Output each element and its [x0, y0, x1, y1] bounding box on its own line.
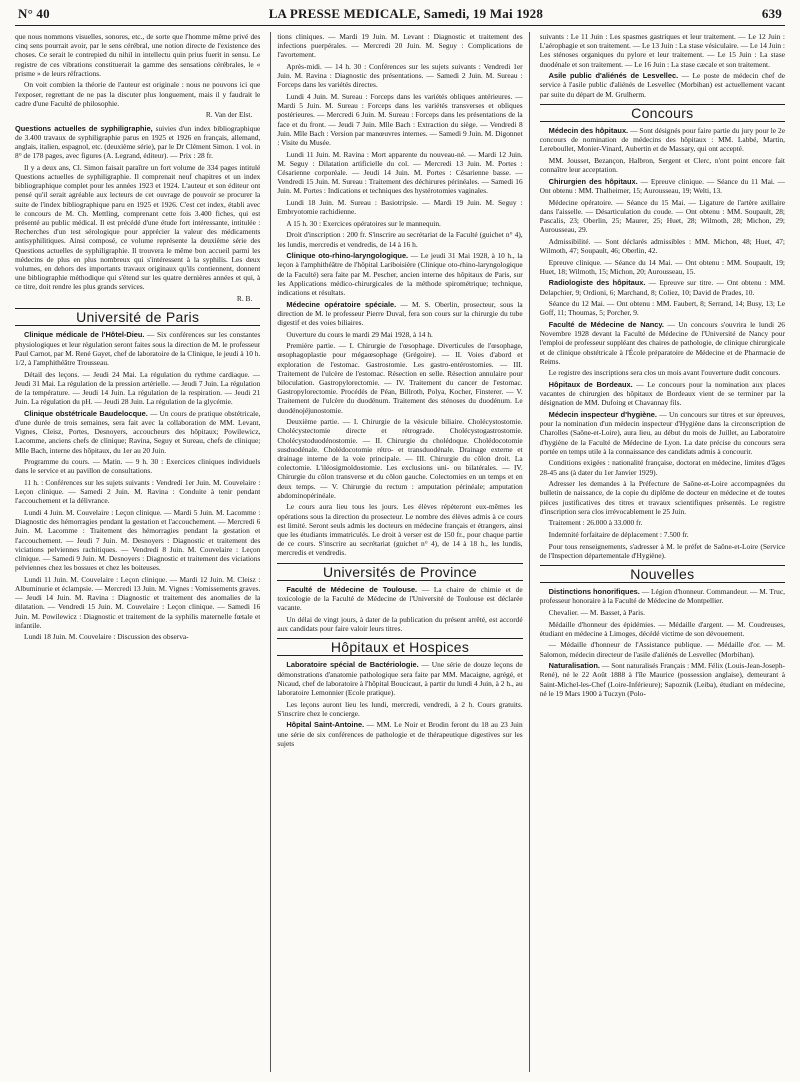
notice-text: Médecine opératoire. — Séance du 15 Mai. — Ligature de l'artère axillaire dans l'aisselle. — Désarticulation du coude. — Ont obtenu : MM. Soupault, 28; Pascalis, 23; Oberlin, 25; Maurer, 25; Huet, 28; Wilmoth, 28; Michon, 29; Aurousseau, 29.	[539, 197, 785, 235]
notice-text: — Epreuve clinique. — Séance du 11 Mai. — Ont obtenu : MM. Thalheimer, 15; Aurousseau, 19; Welti, 13.	[539, 176, 785, 196]
notice-text: Adresser les demandes à la Préfecture de Saône-et-Loire accompagnées du bulletin de naissance, de la copie du diplôme de docteur en médecine et de toutes pièces justificatives des titres et travaux scientifiques présentés. Le registre d'inscription sera clos irrévocablement le 25 Juin.	[539, 479, 785, 516]
notice-text: — La chaire de chimie et de toxicologie de la Faculté de Médecine de l'Université de Toulouse est déclarée vacante.	[277, 584, 523, 613]
section-title-nouvelles: Nouvelles	[540, 565, 785, 583]
notice-text: Après-midi. — 14 h. 30 : Conférences sur les sujets suivants : Vendredi 1er Juin. M. Ravina : Diagnostic des présentations. — Samedi 2 Juin. M. Sureau : Forceps dans les variétés directes.	[277, 62, 523, 90]
notice-title: Médecin des hôpitaux.	[548, 126, 629, 136]
notice-text: Première partie. — I. Chirurgie de l'œsophage. Diverticules de l'œsophage, œsophagoplastie pour mégaœsophage (Grégoire). — II. Voies d'abord et exploration de l'estomac. Gastrostomie. Les gastro-entérostomies. — III. Traitement de l'ulcère de l'estomac. Résection en selle. Résection annulaire pour biloculation. Gastropylorectomie. — IV. Traitement du cancer de l'estomac. Gastropylorectomie. Procédés de Péan, Billroth, Polya, Kocher, Finsterer. — V. Traitement de l'ulcère du duodénum. Traitement des sténoses du duodénum. Le duodénojéjunostomie.	[277, 341, 523, 415]
notice-text: Lundi 11 Juin. M. Couvelaire : Leçon clinique. — Mardi 12 Juin. M. Cleisz : Albuminurie et éclampsie. — Mercredi 13 Juin. M. Vignes : Vomissements graves. — Jeudi 14 Juin. M. Ravina : Diagnostic et traitement des anomalies de la dilatation. — Vendredi 15 Juin. M. Couvelaire : Leçon clinique. — Samedi 16 Juin. M. Powilewicz : Diagnostic et traitement de la syphilis maternelle fœtale et infantile.	[15, 574, 261, 630]
notice-text: — Un cours de pratique obstétricale, d'une durée de trois semaines, sera fait avec la collaboration de MM. Levant, Vignes, Cleisz, Portes, Desnoyers, accoucheurs des hôpitaux; Powilewicz, Lacomme, anciens chefs de clinique; Ravina, Seguy et Sureau, chefs de clinique; Mlle Bach, interne des hôpitaux, du 1er au 20 Juin.	[15, 408, 261, 455]
notice-text: — Un concours sur titres et sur épreuves, pour la nomination d'un médecin inspecteur d'Hygiène dans la circonscription de Charolles (Saône-et-Loire), aura lieu, au début du mois de Juillet, au Laboratoire d'hygiène de la Faculté de Médecine de Lyon. La date précise du concours sera portée en temps utile à la connaissance des candidats admis à concourir.	[539, 410, 785, 456]
notice-text: Programme du cours. — Matin. — 9 h. 30 : Exercices cliniques individuels dans le service et au pavillon de consultations.	[15, 457, 261, 476]
notice-title: Clinique médicale de l'Hôtel-Dieu.	[24, 330, 145, 340]
notice-text: — Légion d'honneur. Commandeur. — M. Truc, professeur honoraire à la Faculté de Médecine de Montpellier.	[539, 587, 785, 606]
notice-text: Séance du 12 Mai. — Ont obtenu : MM. Faubert, 8; Serrand, 14; Busy, 13; Le Goff, 11; Thoumas, 5; Porcher, 9.	[539, 299, 785, 318]
notice-text: Indemnité forfaitaire de déplacement : 7.500 fr.	[548, 530, 689, 539]
notice-text: — Médaille d'honneur de l'Assistance publique. — Médaille d'or. — M. Salomon, médecin directeur de l'asile d'aliénés de Lesvellec (Morbihan).	[539, 640, 785, 659]
notice-title: Distinctions honorifiques.	[548, 587, 640, 597]
notice-text: Admissibilité. — Sont déclarés admissibles : MM. Michon, 48; Huet, 47; Wilmoth, 47; Soupault, 46; Oberlin, 42.	[539, 236, 785, 256]
issue-number: N° 40	[18, 6, 50, 21]
notice-title: Clinique obstétricale Baudelocque.	[24, 408, 148, 418]
notice-title: Faculté de Médecine de Nancy.	[548, 320, 664, 329]
notice-title: Faculté de Médecine de Toulouse.	[286, 584, 418, 594]
review-subtitle: suivies d'un index bibliographique de 3.400 travaux de syphiligraphie parus en 1925 et 1926 en français, allemand, anglais, italien, espagnol, etc. (deuxième série), par le Dr Clément Simon. 1 vol. in 8° de 178 pages, avec figures (A. Legrand, éditeur). — Prix : 28 fr.	[15, 123, 261, 161]
column-left	[15, 32, 260, 1072]
notice-title: Laboratoire spécial de Bactériologie.	[286, 660, 419, 670]
notice-text: Médaille d'honneur des épidémies. — Médaille d'argent. — M. Coudreuses, étudiant en médecine à Limoges, décédé victime de son dévouement.	[539, 619, 785, 638]
section-title-universites-province: Universités de Province	[277, 563, 522, 581]
review-signature: R. Van der Elst.	[205, 110, 253, 120]
notice-text: Lundi 11 Juin. M. Ravina : Mort apparente du nouveau-né. — Mardi 12 Juin. M. Seguy : Dilatation artificielle du col. — Mercredi 13 Juin. M. Portes : Césarienne corporéale. — Jeudi 14 Juin. M. Portes : Césarienne basse. — Vendredi 15 Juin. M. Sureau : Traitement des déchirures périnéales. — Samedi 16 Juin. M. Portes : Indications et techniques des hystérotomies vaginales.	[277, 149, 523, 196]
notice-text: — Une série de douze leçons de démonstrations d'anatomie pathologique sera faite par MM. Macaigne, agrégé, et Nicaud, chef de laboratoire à l'hôpital Boucicaut, à partir du lundi 4 Juin, à 2 h., au laboratoire Lemonnier (Ecole pratique).	[277, 660, 523, 698]
notice-text: — Epreuve sur titre. — Ont obtenu : MM. Delapchier, 9; Ordioni, 6; Marchand, 8; Coliez, 10; David de Prades, 10.	[539, 278, 785, 297]
section-title-hopitaux: Hôpitaux et Hospices	[277, 638, 522, 656]
notice-text: — Le concours pour la nomination aux places vacantes de chirurgien des hôpitaux de Bordeaux vient de se terminer par la désignation de MM. Dufoing et Chavannay fils.	[539, 380, 785, 408]
section-title-universite-paris: Université de Paris	[15, 308, 260, 326]
notice-text: — Le jeudi 31 Mai 1928, à 10 h., la leçon à l'amphithéâtre de l'hôpital Lariboisière (Clinique oto-rhino-laryngologique de la Faculté) sera faite par M. Pescher, ancien interne des hôpitaux de Paris, sur les Applications médico-chirurgicales de la méthode spirométrique; technique, indications et résultats.	[277, 251, 523, 298]
notice-title: Naturalisation.	[548, 661, 600, 671]
notice-text: Lundi 4 Juin. M. Couvelaire : Leçon clinique. — Mardi 5 Juin. M. Lacomme : Diagnostic des hémorragies pendant la gestation et l'accouchement. — Mercredi 6 Juin. M. Lacomme : Traitement des hémorragies pendant la gestation et l'accouchement. — Jeudi 7 Juin. M. Desnoyers : Diagnostic et traitement des viciations pelviennes rachitiques. — Vendredi 8 Juin. M. Couvelaire : Leçon clinique. — Samedi 9 Juin. M. Desnoyers : Diagnostic et traitement des viciations pelviennes chez les bossues et chez les boiteuses.	[15, 508, 261, 573]
notice-text: Le registre des inscriptions sera clos un mois avant l'ouverture dudit concours.	[548, 368, 781, 378]
notice-text: Ouverture du cours le mardi 29 Mai 1928, à 14 h.	[286, 329, 433, 339]
notice-text: — Un concours s'ouvrira le lundi 26 Novembre 1928 devant la Faculté de Médecine de l'Université de Nancy pour l'emploi de professeur suppléant des chaires de pathologie, de clinique chirurgicale et de clinique obstétricale à l'École préparatoire de Médecine et de Pharmacie de Reims.	[539, 320, 785, 366]
section-title-concours: Concours	[540, 104, 785, 122]
review-text: On voit combien la théorie de l'auteur est originale : nous ne pouvons ici que l'exposer, regrettant de ne pas la discuter plus longuement, mais il y faudrait le cadre d'une Faculté de philosophie.	[15, 80, 261, 108]
notice-text: — Le poste de médecin chef de service à l'asile public d'aliénés de Lesvellec (Morbihan) est actuellement vacant par suite du départ de M. Grulherm.	[539, 71, 785, 99]
notice-title: Chirurgien des hôpitaux.	[548, 176, 638, 186]
notice-text: Droit d'inscription : 200 fr. S'inscrire au secrétariat de la Faculté (guichet n° 4), les lundis, mercredis et vendredis, de 14 à 16 h.	[277, 230, 523, 249]
notice-title: Hôpital Saint-Antoine.	[286, 720, 365, 730]
notice-text: tions cliniques. — Mardi 19 Juin. M. Levant : Diagnostic et traitement des infections puerpérales. — Mercredi 20 Juin. M. Seguy : Complications de l'avortement.	[277, 32, 523, 60]
masthead	[15, 6, 785, 22]
notice-text: Un délai de vingt jours, à dater de la publication du présent arrêté, est accordé aux candidats pour faire valoir leurs titres.	[277, 614, 523, 634]
journal-title: LA PRESSE MEDICALE, Samedi, 19 Mai 1928	[268, 6, 544, 21]
column-right	[540, 32, 785, 1072]
notice-title: Médecin inspecteur d'hygiène.	[548, 410, 657, 419]
review-title: Questions actuelles de syphiligraphie,	[15, 123, 153, 133]
notice-text: MM. Jousset, Bezançon, Halbron, Sergent et Clerc, n'ont point encore fait connaître leur acceptation.	[539, 156, 785, 175]
column-middle	[270, 32, 529, 1072]
notice-text: Deuxième partie. — I. Chirurgie de la vésicule biliaire. Cholécystostomie. Cholécystectomie directe et rétrograde. Cholécystogastrostomie. Cholécystoduodénostomie. — II. Chirurgie du cholédoque. Cholédocotomie susduodénale. Cholédocotomie rétro- et transduodénale. Drainage externe et drainage interne de la voie principale. — III. Chirurgie du côlon droit. La colectomie. L'iléosigmoïdostomie. Les exclusions uni- ou bilatérales. — IV. Chirurgie du côlon transverse et du côlon gauche. Colectomies en un temps et en deux temps. — V. Chirurgie du rectum : amputation périnéale; amputation abdominopérinéale.	[277, 417, 523, 500]
notice-text: Traitement : 26.000 à 33.000 fr.	[548, 518, 643, 528]
notice-text: Lundi 18 Juin. M. Couvelaire : Discussion des observa-	[24, 632, 189, 642]
review-signature: R. B.	[236, 294, 253, 304]
notice-text: — M. S. Oberlin, prosecteur, sous la direction de M. le professeur Pierre Duval, fera son cours sur la chirurgie du tube digestif et des voies biliaires.	[277, 299, 523, 328]
page	[15, 0, 785, 1072]
notice-text: Pour tous renseignements, s'adresser à M. le préfet de Saône-et-Loire (Service de l'Inspection départementale d'Hygiène).	[539, 541, 785, 560]
notice-text: Lundi 4 Juin. M. Sureau : Forceps dans les variétés obliques antérieures. — Mardi 5 Juin. M. Sureau : Forceps dans les variétés transverses et obliques postérieures. — Mercredi 6 Juin. M. Sureau : Forceps dans les présentations de la face et du front. — Jeudi 7 Juin. Mlle Bach : Extraction du siège. — Vendredi 8 Juin. Mlle Bach : Version par manœuvres internes. — Samedi 9 Juin. M. Digonnet : Visite du Musée.	[277, 92, 523, 148]
notice-text: Conditions exigées : nationalité française, doctorat en médecine, limites d'âges 28-45 ans (à dater du 1er Janvier 1929).	[539, 458, 785, 477]
header-rule	[15, 25, 785, 26]
notice-title: Médecine opératoire spéciale.	[286, 299, 397, 309]
notice-text: Chevalier. — M. Basset, à Paris.	[548, 608, 645, 617]
notice-text: Le cours aura lieu tous les jours. Les élèves répèteront eux-mêmes les opérations sous la direction du prosecteur. Le nombre des élèves admis à ce cours est limité. Seront seuls admis les docteurs en médecine français et étrangers, ainsi que les étudiants immatriculés. Le droit à verser est de 150 fr., pour chaque partie de ce cours. S'inscrire au secrétariat (guichet n° 4), de 14 à 18 h., les lundis, mercredis et vendredis.	[277, 502, 523, 558]
notice-text: Les leçons auront lieu les lundi, mercredi, vendredi, à 2 h. Cours gratuits. S'inscrire chez le concierge.	[277, 699, 523, 718]
notice-text: — MM. Le Noir et Brodin feront du 18 au 23 Juin une série de six conférences de pathologie et de thérapeutique digestives sur les sujets	[277, 720, 523, 748]
notice-title: Clinique oto-rhino-laryngologique.	[286, 251, 409, 261]
notice-text: — Six conférences sur les constantes physiologiques et leur régulation seront faites sous la direction de M. le professeur Paul Carnot, par M. René Gayet, chef de laboratoire de la Clinique, le jeudi à 10 h. 1/2, à l'amphithéâtre Trousseau.	[15, 330, 261, 368]
notice-text: — Sont naturalisés Français : MM. Félix (Louis-Jean-Joseph-René), né le 22 Août 1888 à l'île Maurice (possession anglaise), demeurant à Saint-Michel-les-Chef (Loire-Inférieure); Sapoznik (Leiba), étudiant en médecine, né le 19 Mars 1900 à Tuczyn (Polo-	[539, 661, 785, 698]
notice-text: A 15 h. 30 : Exercices opératoires sur le mannequin.	[286, 218, 441, 228]
review-text: Il y a deux ans, Cl. Simon faisait paraître un fort volume de 334 pages intitulé Questions actuelles de syphiligraphie. Il comprenait neuf chapitres et un index bibliographique complet pour les années 1923 et 1924. L'auteur et son éditeur ont pensé qu'il serait agréable aux lecteurs de cet ouvrage de pouvoir se procurer la suite de l'index bibliographique paru en 1925 et 1926. C'est cet index, établi avec le concours de M. Ch. Mettling, comprenant cette fois 3.400 fiches, qui est présenté au public médical. Il est précédé d'une étude fort intéressante, intitulée : Recherches d'un test sérologique pour apprécier la valeur des médicaments antisyphilitiques. Ainsi composé, ce volume représente la deuxième série des Questions actuelles de syphiligraphie. Il trouvera le même bon accueil parmi les médecins de plus en plus nombreux qui s'intéressent à la syphilis. Les deux volumes, en dehors des importants travaux originaux qu'ils contiennent, donnent une bibliographie méthodique qui s'étend sur les quatre dernières années et qui, à ce titre, doit rendre les plus grands services.	[15, 162, 261, 292]
notice-text: Epreuve clinique. — Séance du 14 Mai. — Ont obtenu : MM. Soupault, 19; Huet, 18; Wilmoth, 15; Michon, 20; Aurousseau, 15.	[539, 257, 785, 276]
notice-text: — Sont désignés pour faire partie du jury pour le 2e concours de nomination de médecins des hôpitaux : MM. Labbé, Martin, Lereboullet, Monier-Vinard, Aubertin et de Massary, qui ont accepté.	[539, 126, 785, 154]
notice-text: Lundi 18 Juin. M. Sureau : Basiotripsie. — Mardi 19 Juin. M. Seguy : Embryotomie rachidienne.	[277, 198, 523, 217]
review-text: que nous nommons visuelles, sonores, etc., de sorte que l'homme même privé des cinq sens pourrait avoir, par le sens cérébral, une notion directe de l'existence des choses. Ce serait le contrepied du nihil in intellectu quin prius fuerit in sensu. Le registre de ces vibrations constituerait la gamme des sensations cérébrales, le « prisme » de leurs réfractions.	[15, 32, 261, 78]
notice-title: Asile public d'aliénés de Lesvellec.	[548, 71, 679, 81]
page-number: 639	[761, 6, 782, 21]
notice-text: 11 h. : Conférences sur les sujets suivants : Vendredi 1er Juin. M. Couvelaire : Leçon clinique. — Samedi 2 Juin. M. Ravina : Conduite à tenir pendant l'accouchement et la délivrance.	[15, 478, 261, 506]
notice-text: Détail des leçons. — Jeudi 24 Mai. La régulation du rythme cardiaque. — Jeudi 31 Mai. La régulation de la pression artérielle. — Jeudi 7 Juin. La régulation de la température. — Jeudi 14 Juin. La régulation de la respiration. — Jeudi 21 Juin. La régulation du pH. — Jeudi 28 Juin. La régulation de la glycémie.	[15, 369, 261, 407]
columns	[15, 32, 785, 1072]
notice-text: suivants : Le 11 Juin : Les spasmes gastriques et leur traitement. — Le 12 Juin : L'aérophagie et son traitement. — Le 13 Juin : La stase vésiculaire. — Le 14 Juin : Les sténoses organiques du pylore et leur traitement. — Le 15 Juin : La stase duodénale et son traitement. — Le 16 Juin : La stase cæcale et son traitement.	[539, 32, 785, 69]
notice-title: Radiologiste des hôpitaux.	[548, 278, 646, 288]
notice-title: Hôpitaux de Bordeaux.	[548, 380, 633, 389]
